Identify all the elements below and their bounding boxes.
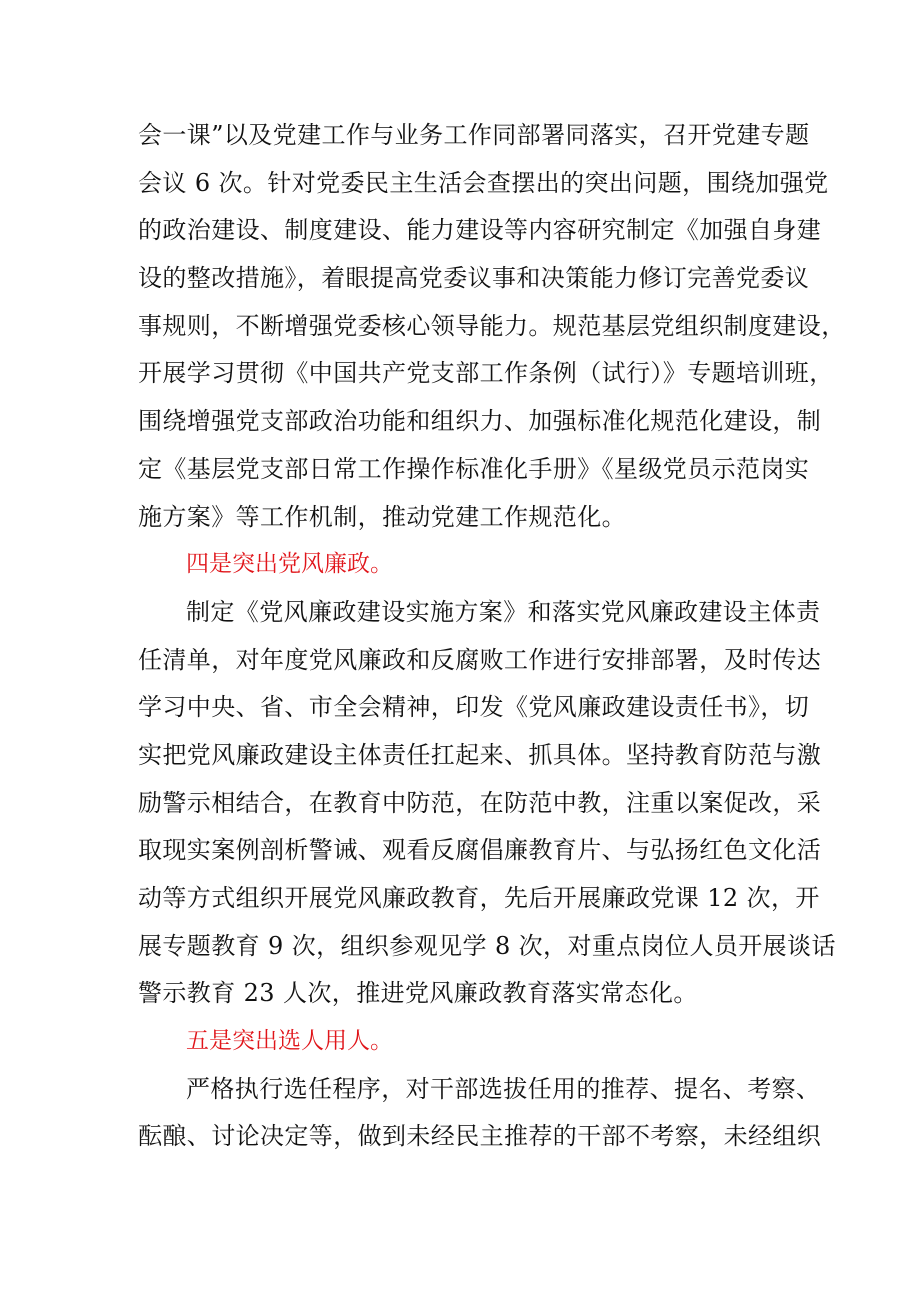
document-body — [138, 112, 846, 1161]
text-line-12: 任清单，对年度党风廉政和反腐败工作进行安排部署，及时传达 — [138, 645, 822, 674]
text-line-8: 定《基层党支部日常工作操作标准化手册》《星级党员示范岗实 — [138, 454, 810, 483]
text-line-2: 会议 6 次。针对党委民主生活会查摆出的突出问题，围绕加强党 — [138, 168, 829, 197]
text-line-22: 酝酿、讨论决定等，做到未经民主推荐的干部不考察，未经组织 — [138, 1122, 822, 1151]
text-line-15: 励警示相结合，在教育中防范，在防范中教，注重以案促改，采 — [138, 788, 822, 817]
text-line-13: 学习中央、省、市全会精神，印发《党风廉政建设责任书》，切 — [138, 693, 810, 722]
text-line-5: 事规则，不断增强党委核心领导能力。规范基层党组织制度建设， — [138, 311, 846, 340]
text-line-3: 的政治建设、制度建设、能力建设等内容研究制定《加强自身建 — [138, 216, 822, 245]
text-line-17: 动等方式组织开展党风廉政教育，先后开展廉政党课 12 次，开 — [138, 884, 820, 912]
text-line-16: 取现实案例剖析警诫、观看反腐倡廉教育片、与弘扬红色文化活 — [138, 836, 822, 865]
text-line-4: 设的整改措施》，着眼提高党委议事和决策能力修订完善党委议 — [138, 264, 810, 293]
text-line-1: 会一课”以及党建工作与业务工作同部署同落实，召开党建专题 — [138, 121, 810, 149]
text-line-19: 警示教育 23 人次，推进党风廉政教育落实常态化。 — [138, 979, 698, 1008]
text-line-21: 严格执行选任程序，对干部选拔任用的推荐、提名、考察、 — [186, 1074, 821, 1103]
section-heading-five: 五是突出选人用人。 — [186, 1028, 393, 1055]
text-line-11: 制定《党风廉政建设实施方案》和落实党风廉政建设主体责 — [186, 597, 821, 626]
text-line-6: 开展学习贯彻《中国共产党支部工作条例（试行）》专题培训班， — [138, 359, 834, 388]
text-line-7: 围绕增强党支部政治功能和组织力、加强标准化规范化建设，制 — [138, 407, 822, 436]
text-line-14: 实把党风廉政建设主体责任扛起来、抓具体。坚持教育防范与激 — [138, 740, 822, 769]
text-line-18: 展专题教育 9 次，组织参观见学 8 次，对重点岗位人员开展谈话 — [138, 931, 836, 960]
section-heading-four: 四是突出党风廉政。 — [186, 551, 393, 578]
text-line-9: 施方案》等工作机制，推动党建工作规范化。 — [138, 502, 626, 531]
